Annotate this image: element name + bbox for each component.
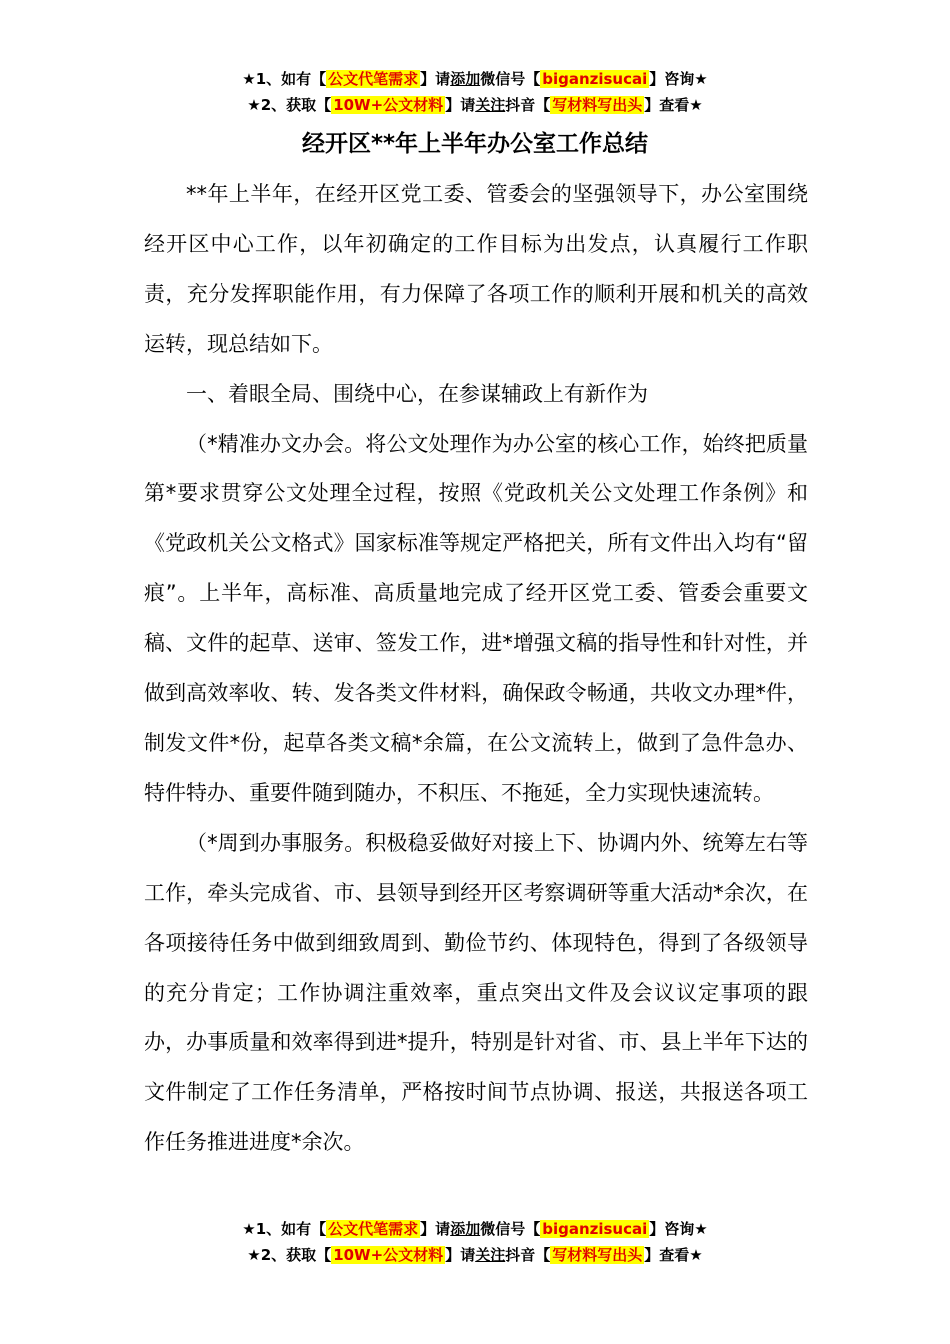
banner-underlined-text: 关注 [475,1246,506,1264]
banner-highlight: 写材料写出头 [552,96,643,114]
banner-highlight: 公文代笔需求 [328,1220,419,1238]
paragraph-document-handling: （*精准办文办会。将公文处理作为办公室的核心工作，始终把质量第*要求贯穿公文处理全过程，按照《党政机关公文处理工作条例》和《党政机关公文格式》国家标准等规定严格把关，所有文件出入均有“留痕”。上半年，高标准、高质量地完成了经开区党工委、管委会重要文稿、文件的起草、送审、签发工作，进*增强文稿的指导性和针对性，并做到高效率收、转、发各类文件材料，确保政令畅通，共收文办理*件，制发文件*份，起草各类文稿*余篇，在公文流转上，做到了急件急办、特件特办、重要件随到随办，不积压、不拖延，全力实现快速流转。 [144,431,808,805]
banner-text: 微信号【 [480,1220,541,1238]
paragraph-services: （*周到办事服务。积极稳妥做好对接上下、协调内外、统筹左右等工作，牵头完成省、市、县领导到经开区考察调研等重大活动*余次，在各项接待任务中做到细致周到、勤俭节约、体现特色，得到了各级领导的充分肯定；工作协调注重效率，重点突出文件及会议议定事项的跟办，办事质量和效率得到进*提升，特别是针对省、市、县上半年下达的文件制定了工作任务清单，严格按时间节点协调、报送，共报送各项工作任务推进进度*余次。 [144,830,808,1155]
paragraph-intro: **年上半年，在经开区党工委、管委会的坚强领导下，办公室围绕经开区中心工作，以年初确定的工作目标为出发点，认真履行工作职责，充分发挥职能作用，有力保障了各项工作的顺利开展和机关的高效运转，现总结如下。 [144,182,808,356]
banner-highlight: 公文代笔需求 [328,70,419,88]
banner-text: 】咨询★ [649,1220,708,1238]
banner-text: 】请 [420,1220,451,1238]
banner-text: 】咨询★ [649,70,708,88]
banner-text: ★2、获取【 [247,96,332,114]
banner-text: 抖音【 [505,96,551,114]
document-title: 经开区**年上半年办公室工作总结 [301,131,649,157]
banner-highlight: biganzisucai [542,70,648,88]
document-body [144,170,808,1168]
banner-text: ★1、如有【 [242,1220,327,1238]
banner-highlight: 10W+公文材料 [333,1246,444,1264]
banner-underlined-text: 关注 [475,96,506,114]
banner-text: ★2、获取【 [247,1246,332,1264]
banner-highlight: biganzisucai [542,1220,648,1238]
banner-highlight: 10W+公文材料 [333,96,444,114]
banner-line-1 [0,1216,950,1242]
header-banner [0,66,950,118]
banner-text: 抖音【 [505,1246,551,1264]
banner-text: 】请 [445,96,476,114]
banner-text: 】查看★ [644,1246,703,1264]
banner-text: 】请 [420,70,451,88]
banner-text: 】请 [445,1246,476,1264]
banner-text: ★1、如有【 [242,70,327,88]
banner-underlined-text: 添加 [450,70,481,88]
banner-underlined-text: 添加 [450,1220,481,1238]
banner-line-1 [0,66,950,92]
section-heading: 一、着眼全局、围绕中心，在参谋辅政上有新作为 [186,381,648,406]
banner-text: 微信号【 [480,70,541,88]
banner-line-2 [0,92,950,118]
banner-line-2 [0,1242,950,1268]
footer-banner [0,1216,950,1268]
banner-highlight: 写材料写出头 [552,1246,643,1264]
banner-text: 】查看★ [644,96,703,114]
